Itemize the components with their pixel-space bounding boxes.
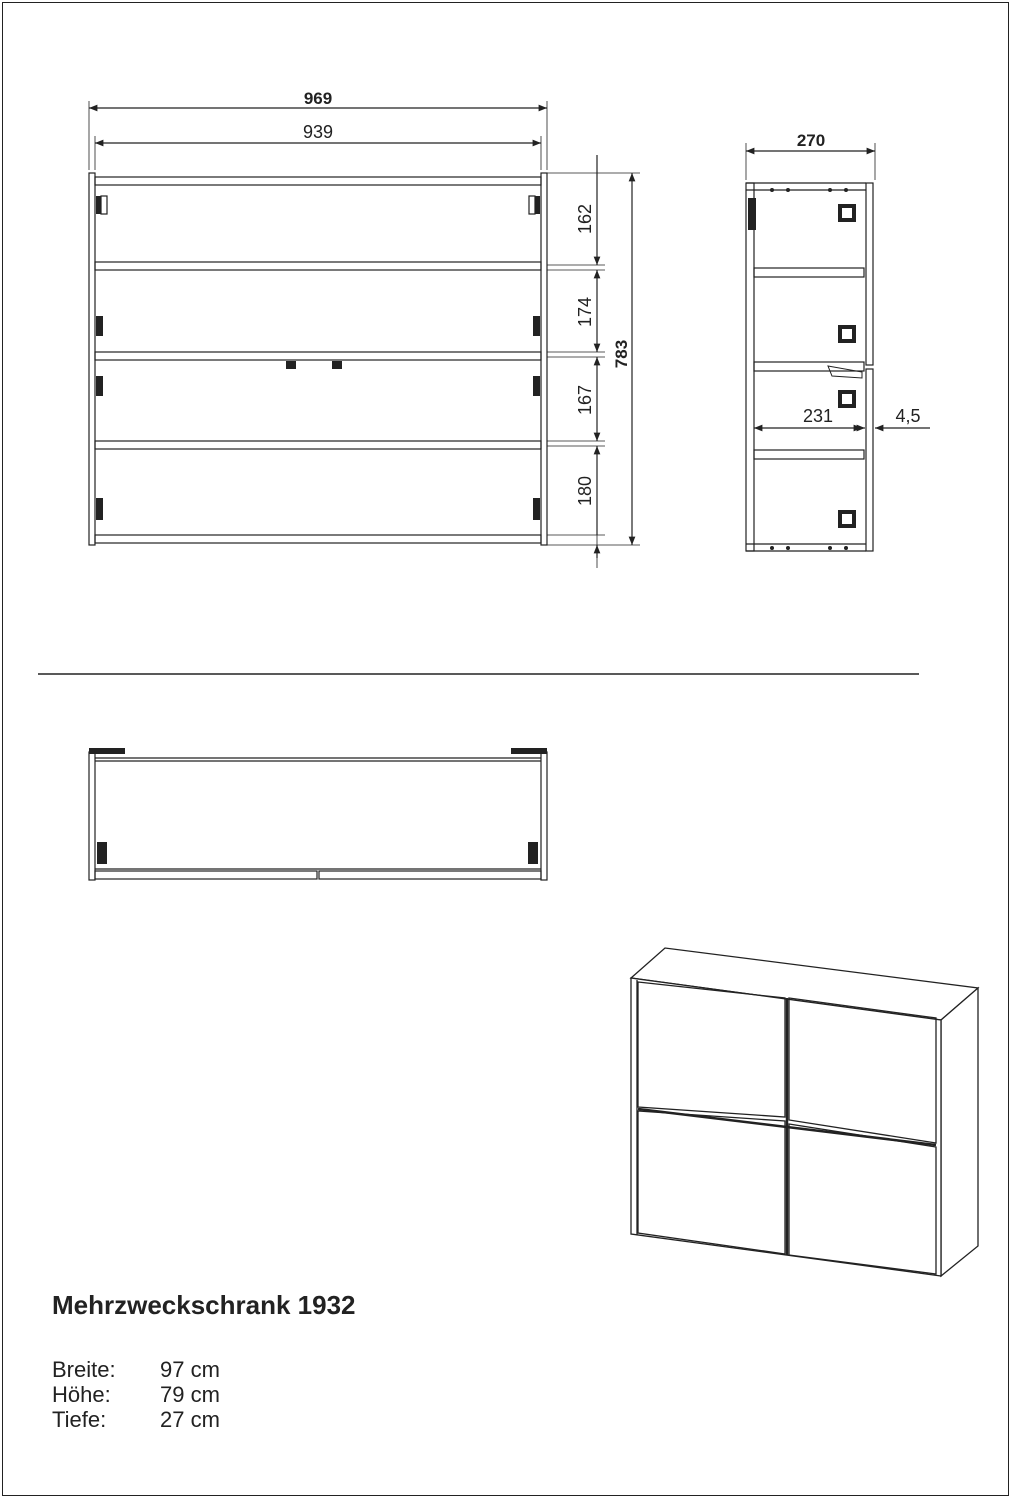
side-lower-door: [866, 369, 873, 551]
perspective-view: [631, 948, 978, 1276]
front-hinges: [96, 196, 540, 520]
front-top-board: [95, 177, 541, 185]
top-left-door: [95, 871, 317, 879]
spec-label-width: Breite:: [52, 1357, 116, 1382]
spec-value-height: 79 cm: [160, 1382, 220, 1407]
spec-row-width: [52, 1357, 220, 1382]
front-shelf-3: [95, 441, 541, 449]
spec-label-depth: Tiefe:: [52, 1407, 107, 1432]
front-overall-width: 969: [303, 89, 333, 108]
front-overall-height: 783: [612, 339, 631, 369]
front-shelf-2: [95, 352, 541, 360]
spec-label-height: Höhe:: [52, 1382, 111, 1407]
side-inner-depth: 231: [802, 406, 834, 426]
side-door-thickness: 4,5: [895, 406, 921, 426]
compartment-height-1: 162: [575, 203, 595, 235]
front-view: [89, 101, 640, 568]
front-inner-width: 939: [302, 122, 334, 142]
top-view: [89, 748, 547, 880]
spec-value-depth: 27 cm: [160, 1407, 220, 1432]
side-shelf-3: [754, 450, 864, 459]
top-hinges: [89, 748, 547, 864]
front-left-panel: [89, 173, 95, 545]
compartment-height-2: 174: [575, 296, 595, 328]
side-back-panel: [746, 183, 754, 551]
front-bottom-board: [95, 535, 541, 543]
spec-row-depth: [52, 1407, 220, 1432]
spec-value-width: 97 cm: [160, 1357, 220, 1382]
side-hinges: [748, 188, 856, 550]
front-right-panel: [541, 173, 547, 545]
side-depth: 270: [796, 131, 826, 150]
product-title: Mehrzweckschrank 1932: [52, 1290, 356, 1320]
top-right-door: [319, 871, 541, 879]
cabinet-side: [941, 988, 978, 1276]
compartment-height-4: 180: [575, 475, 595, 507]
side-upper-door: [866, 183, 873, 365]
compartment-height-3: 167: [575, 384, 595, 416]
side-view: [746, 143, 930, 551]
product-specs: [52, 1357, 220, 1432]
front-shelf-1: [95, 262, 541, 270]
side-shelf-1: [754, 268, 864, 277]
spec-row-height: [52, 1382, 220, 1407]
